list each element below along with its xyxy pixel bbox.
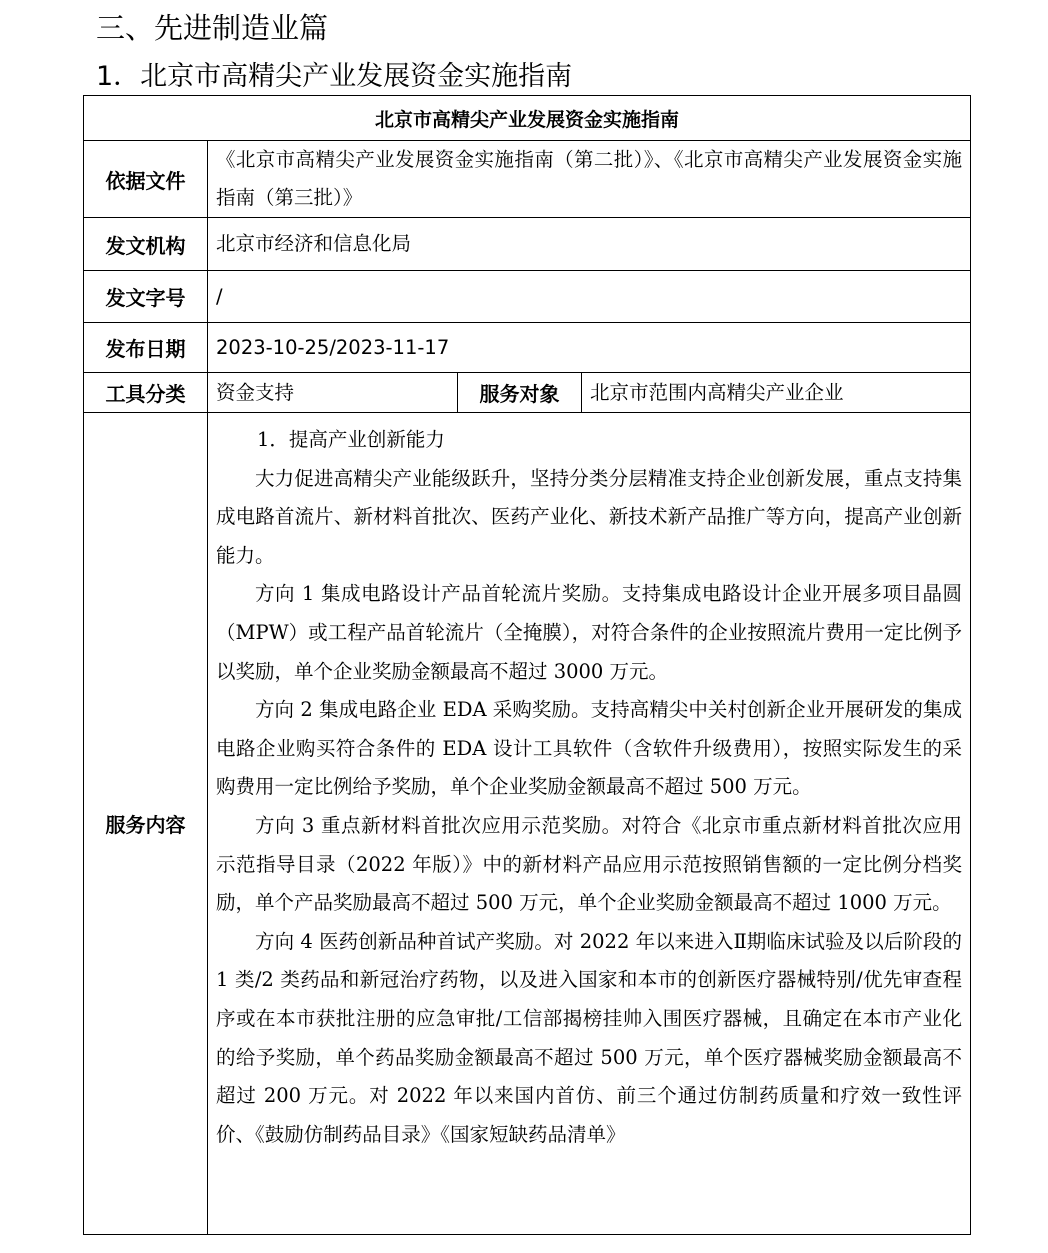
tool-value: 资金支持: [208, 373, 458, 413]
doc-no-label: 发文字号: [84, 271, 208, 323]
date-row: [84, 323, 971, 373]
section-heading: 三、先进制造业篇: [96, 11, 329, 45]
basis-value: 《北京市高精尖产业发展资金实施指南（第二批）》、《北京市高精尖产业发展资金实施指南（第三批）》: [208, 141, 971, 218]
date-value: 2023-10-25/2023-11-17: [208, 323, 971, 373]
date-label: 发布日期: [84, 323, 208, 373]
table-title-row: [84, 96, 971, 141]
content-paragraph: 方向 4 医药创新品种首试产奖励。对 2022 年以来进入Ⅱ期临床试验及以后阶段的 1 类/2 类药品和新冠治疗药物，以及进入国家和本市的创新医疗器械特别/优先审查程序或在本市获批注册的应急审批/工信部揭榜挂帅入围医疗器械，且确定在本市产业化的给予奖励，单个药品奖励金额最高不超过 500 万元，单个医疗器械奖励金额最高不超过 200 万元。对 2022 年以来国内首仿、前三个通过仿制药质量和疗效一致性评价、《鼓励仿制药品目录》《国家短缺药品清单》: [216, 929, 963, 1146]
content-paragraph: 方向 2 集成电路企业 EDA 采购奖励。支持高精尖中关村创新企业开展研发的集成电路企业购买符合条件的 EDA 设计工具软件（含软件升级费用），按照实际发生的采购费用一定比例给予奖励，单个企业奖励金额最高不超过 500 万元。: [216, 698, 963, 799]
policy-info-table: [83, 95, 971, 1235]
content-body: [208, 413, 971, 1235]
doc-no-value: /: [208, 271, 971, 323]
target-label: 服务对象: [458, 373, 582, 413]
table-title: 北京市高精尖产业发展资金实施指南: [84, 96, 971, 141]
tool-label: 工具分类: [84, 373, 208, 413]
basis-row: [84, 141, 971, 218]
issuer-value: 北京市经济和信息化局: [208, 218, 971, 271]
content-paragraph: 方向 3 重点新材料首批次应用示范奖励。对符合《北京市重点新材料首批次应用示范指导目录（2022 年版）》中的新材料产品应用示范按照销售额的一定比例分档奖励，单个产品奖励最高不超过 500 万元，单个企业奖励金额最高不超过 1000 万元。: [216, 813, 963, 915]
basis-label: 依据文件: [84, 141, 208, 218]
content-paragraph: 方向 1 集成电路设计产品首轮流片奖励。支持集成电路设计企业开展多项目晶圆（MPW）或工程产品首轮流片（全掩膜），对符合条件的企业按照流片费用一定比例予以奖励，单个企业奖励金额最高不超过 3000 万元。: [216, 582, 963, 683]
subsection-heading: 1．北京市高精尖产业发展资金实施指南: [96, 61, 573, 92]
issuer-row: [84, 218, 971, 271]
content-label: 服务内容: [84, 413, 208, 1235]
target-value: 北京市范围内高精尖产业企业: [582, 373, 971, 413]
content-paragraph: 大力促进高精尖产业能级跃升，坚持分类分层精准支持企业创新发展，重点支持集成电路首流片、新材料首批次、医药产业化、新技术新产品推广等方向，提高产业创新能力。: [216, 466, 963, 567]
doc-no-row: [84, 271, 971, 323]
issuer-label: 发文机构: [84, 218, 208, 271]
tool-target-row: [84, 373, 971, 413]
content-heading: 1．提高产业创新能力: [256, 428, 445, 451]
content-row: [84, 413, 971, 1235]
